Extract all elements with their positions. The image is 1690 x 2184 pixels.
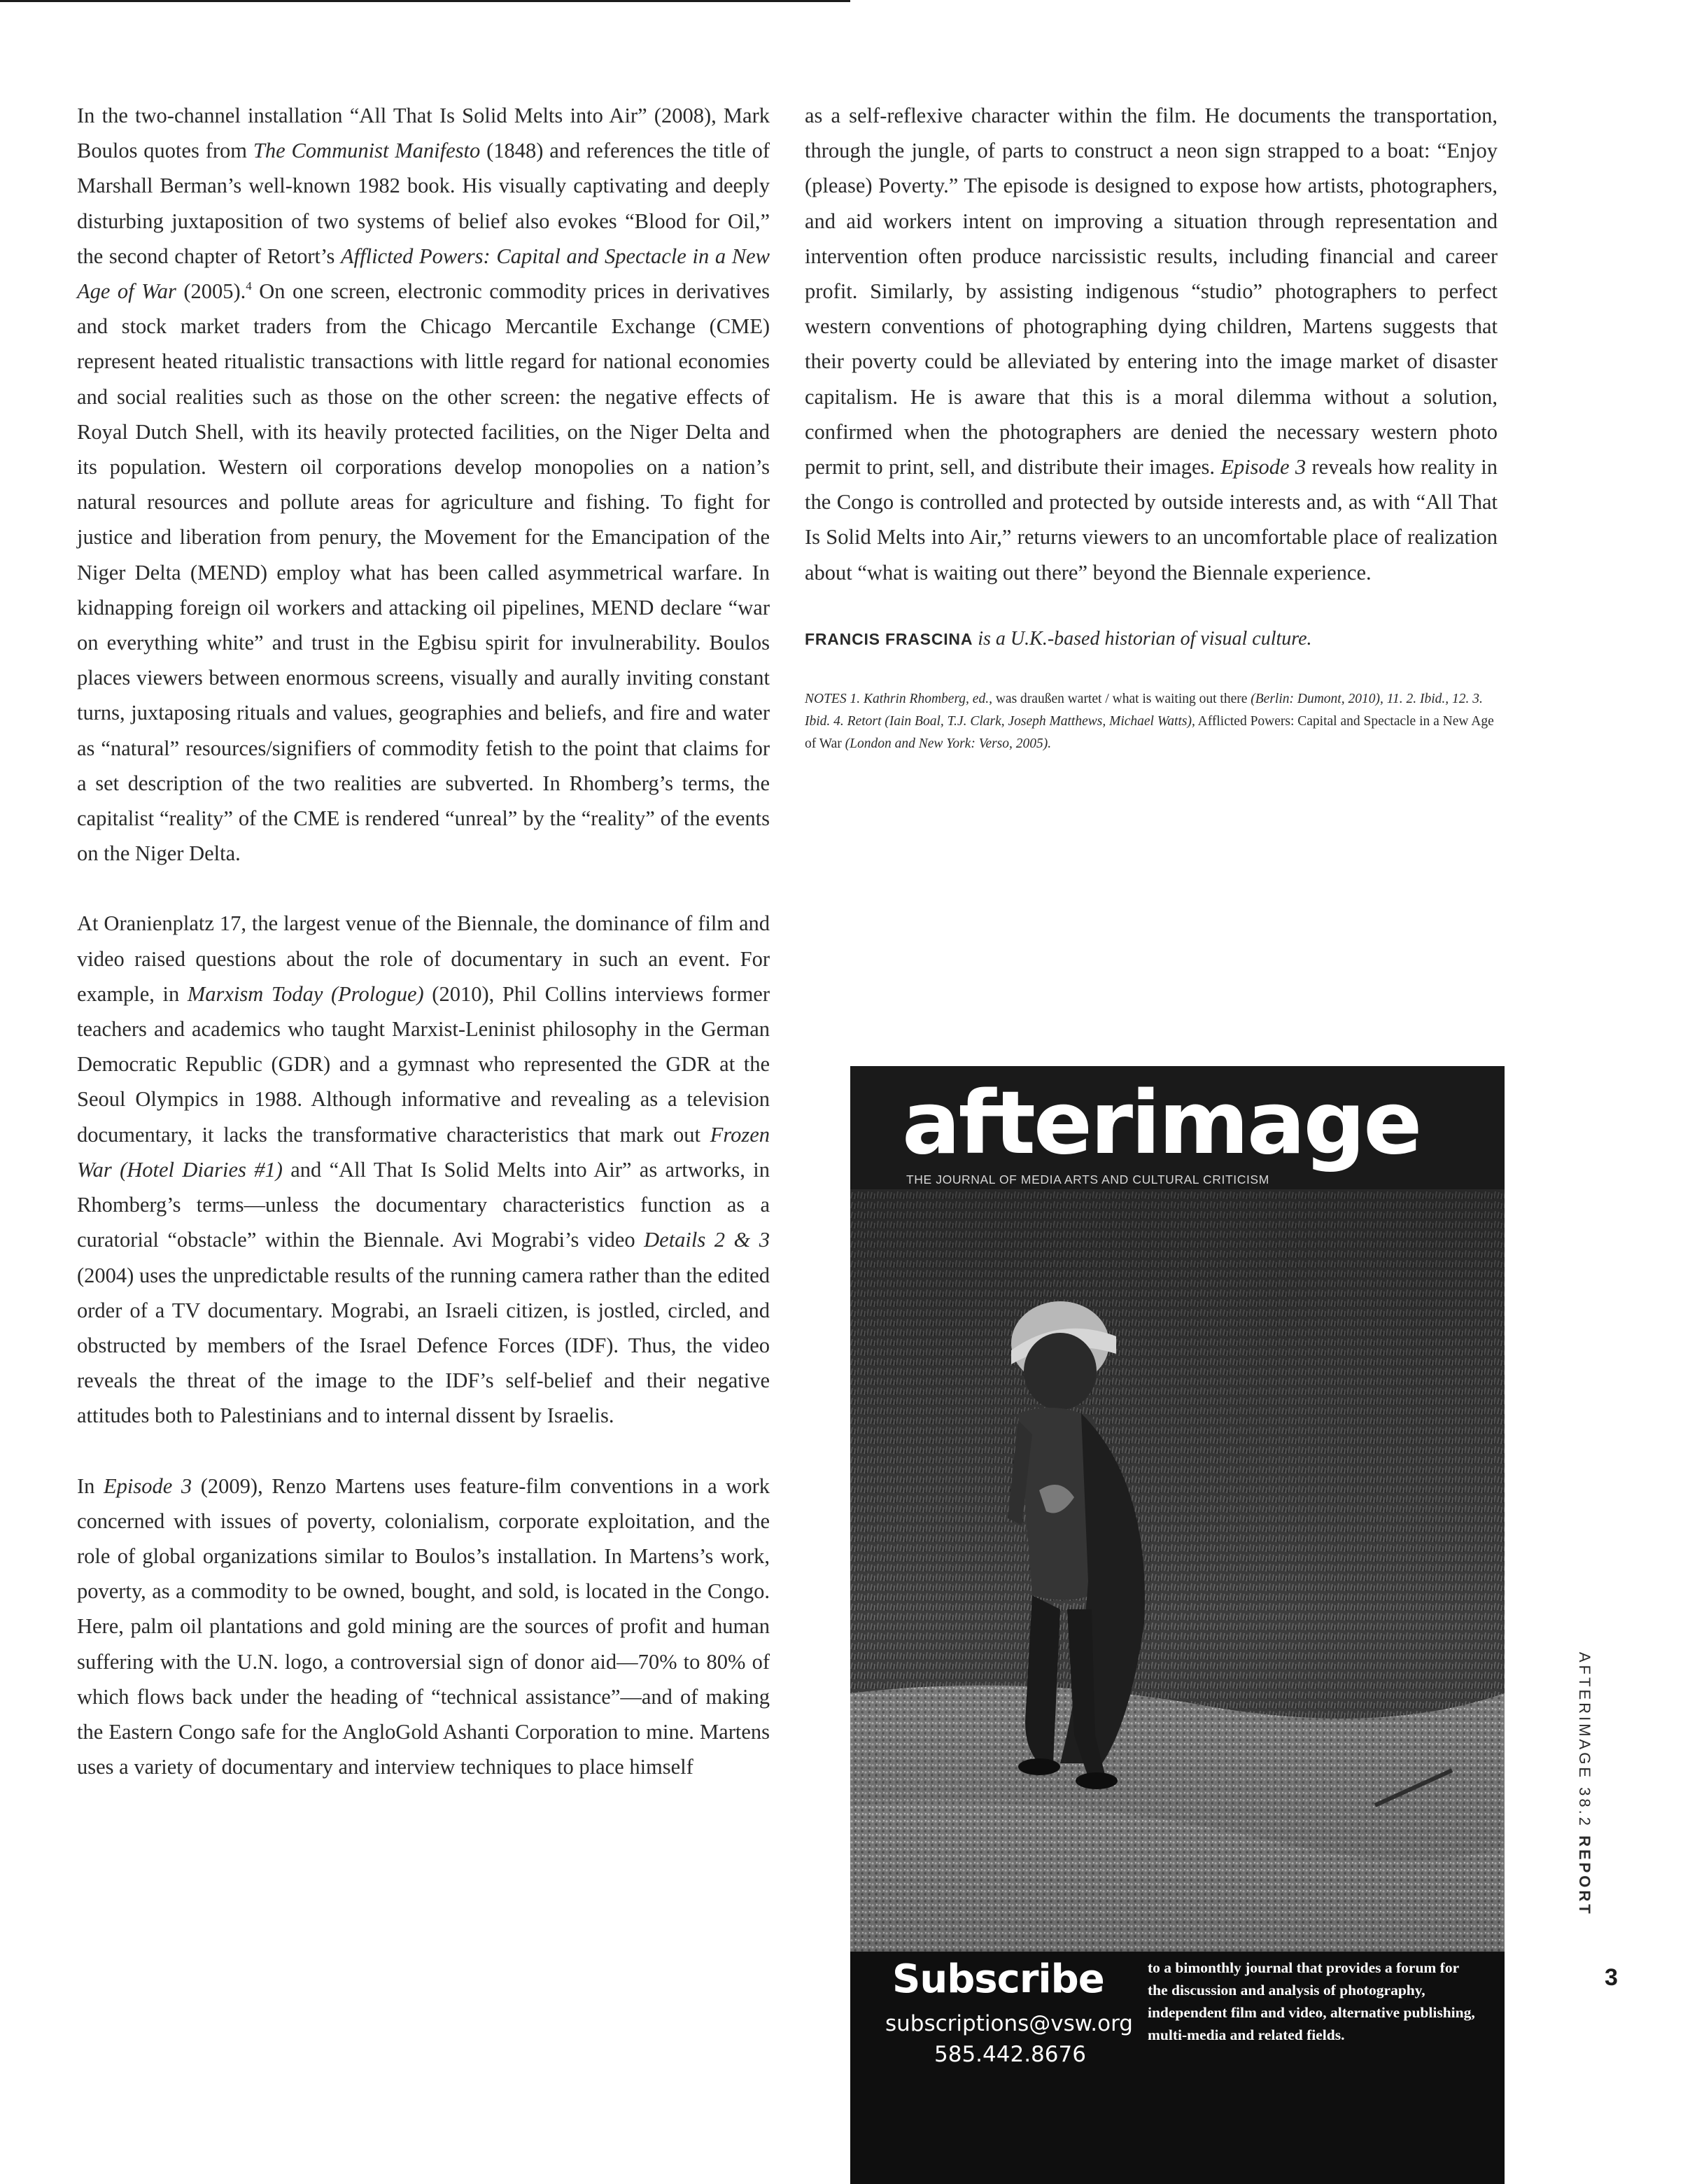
text-run: In (77, 1474, 104, 1498)
note-text: (London and New York: Verso, 2005). (841, 736, 1052, 751)
note-text: 2. Ibid., 12. 3. Ibid. 4. Retort (Iain Boal, T.J. Clark, Joseph Matthews, Michael Watts), (805, 691, 1483, 729)
subscription-email: subscriptions@vsw.org (885, 2011, 1133, 2036)
left-column (77, 98, 770, 1784)
text-run: and “All That Is Solid Melts into Air” as artworks, in Rhomberg’s terms—unless the documentary characteristics function as a curatorial “obstacle” within the Biennale. Avi Mograbi’s video (77, 1157, 770, 1252)
note-text: Kathrin Rhomberg, ed., (860, 691, 992, 706)
running-head-journal: AFTERIMAGE 38.2 (1576, 1652, 1593, 1836)
text-run: (1848) and references the title of Marshall Berman’s well-known 1982 book. His visually captivating and deeply disturbing juxtaposition of two systems of belief also evokes “Blood for Oil,” the second chapter of Retort’s (77, 139, 770, 268)
italic-title: The Communist Manifesto (253, 139, 481, 163)
afterimage-subscription-ad (850, 1066, 1505, 2184)
paragraph-episode3 (77, 1469, 770, 1785)
author-bio (805, 625, 1498, 653)
subscribe-heading: Subscribe (892, 1956, 1104, 2002)
italic-title: Details 2 & 3 (644, 1228, 770, 1252)
notes-label: NOTES 1. (805, 691, 861, 706)
text-run: In the two-channel installation “All That Is Solid Melts into Air” (2008), Mark Boulos quotes from (77, 104, 770, 163)
child-in-cape-photo (850, 1189, 1505, 2040)
afterimage-logo: afterimage (902, 1073, 1421, 1174)
subscription-blurb: to a bimonthly journal that provides a forum for the discussion and analysis of photography, independent film and video, alternative publishing, multi-media and related fields. (1148, 1959, 1475, 2043)
top-rule (0, 0, 850, 2)
running-head (1575, 1652, 1593, 2002)
italic-title: Marxism Today (Prologue) (187, 981, 424, 1006)
italic-title: Episode 3 (1220, 455, 1307, 479)
ad-tagline: THE JOURNAL OF MEDIA ARTS AND CULTURAL CRITICISM (906, 1172, 1269, 1186)
text-run: At Oranienplatz 17, the largest venue of the Biennale, the dominance of film and video raised questions about the role of documentary in such an event. For example, in (77, 911, 770, 1006)
text-run: reveals how reality in the Congo is controlled and protected by outside interests and, as with “All That Is Solid Melts into Air,” returns viewers to an uncomfortable place of realization about “what is waiting out there” beyond the Biennale experience. (805, 455, 1498, 584)
note-title: Afflicted Powers: Capital and Spectacle in a New Age of War (805, 713, 1494, 751)
running-head-section: REPORT (1576, 1835, 1593, 1917)
footnote-ref: 4 (246, 279, 252, 293)
italic-title: Afflicted Powers: Capital and Spectacle in a New Age of War (77, 244, 770, 304)
page-number: 3 (1605, 1964, 1618, 1991)
endnotes (805, 688, 1498, 755)
text-run: as a self-reflexive character within the film. He documents the transportation, through the jungle, of parts to construct a neon sign strapped to a boat: “Enjoy (please) Poverty.” The episode is designed to expose how artists, photographers, and aid workers intent on improving a situation through representation and intervention often produce narcissistic results, including financial and career profit. Similarly, by assisting indigenous “studio” photographers to perfect western conventions of photographing dying children, Martens suggests that their poverty could be alleviated by entering into the image market of disaster capitalism. He is aware that this is a moral dilemma without a solution, confirmed when the photographers are denied the necessary western photo permit to print, sell, and distribute their images. (805, 104, 1498, 479)
author-name: FRANCIS FRASCINA (805, 629, 973, 648)
paragraph-boulos (77, 98, 770, 871)
paragraph-oranienplatz (77, 906, 770, 1433)
text-run: (2010), Phil Collins interviews former teachers and academics who taught Marxist-Leninist philosophy in the German Democratic Republic (GDR) and a gymnast who represented the GDR at the Seoul Olympics in 1988. Although informative and revealing as a television documentary, it lacks the transformative characteristics that mark out (77, 981, 770, 1147)
right-column (805, 98, 1498, 755)
text-run: (2005). (176, 279, 246, 304)
italic-title: Episode 3 (104, 1474, 192, 1498)
text-run: On one screen, electronic commodity prices in derivatives and stock market traders from the Chicago Mercantile Exchange (CME) represent heated ritualistic transactions with little regard for national economies and social realities such as those on the other screen: the negative effects of Royal Dutch Shell, with its heavily protected facilities, on the Niger Delta and its population. Western oil corporations develop monopolies on a nation’s natural resources and pollute areas for agriculture and fishing. To fight for justice and liberation from penury, the Movement for the Emancipation of the Niger Delta (MEND) employ what has been called asymmetrical warfare. In kidnapping foreign oil workers and attacking oil pipelines, MEND declare “war on everything white” and trust in the Egbisu spirit for invulnerability. Boulos places viewers between enormous screens, visually and aurally inviting constant turns, juxtaposing rituals and values, geographies and beliefs, and fire and water as “natural” resources/signifiers of commodity fetish to the point that claims for a set description of the two realities are subverted. In Rhomberg’s terms, the capitalist “reality” of the CME is rendered “unreal” by the “reality” of the events on the Niger Delta. (77, 279, 770, 866)
note-text: (Berlin: Dumont, 2010), 11. (1247, 691, 1403, 706)
subscription-phone: 585.442.8676 (934, 2042, 1086, 2067)
text-run: (2004) uses the unpredictable results of the running camera rather than the edited order of a TV documentary. Mograbi, an Israeli citizen, is jostled, circled, and obstructed by members of the Israel Defence Forces (IDF). Thus, the video reveals the threat of the image to the IDF’s self-belief and their negative attitudes both to Palestinians and to internal dissent by Israelis. (77, 1263, 770, 1428)
author-description: is a U.K.-based historian of visual culture. (973, 627, 1312, 650)
italic-title: Frozen War (Hotel Diaries #1) (77, 1122, 770, 1182)
paragraph-martens (805, 98, 1498, 590)
note-title: was draußen wartet / what is waiting out there (992, 691, 1248, 706)
text-run: (2009), Renzo Martens uses feature-film conventions in a work concerned with issues of poverty, colonialism, corporate exploitation, and the role of global organizations similar to Boulos’s installation. In Martens’s work, poverty, as a commodity to be owned, bought, and sold, is located in the Congo. Here, palm oil plantations and gold mining are the sources of profit and human suffering with the U.N. logo, a controversial sign of donor aid—70% to 80% of which flows back under the heading of “technical assistance”—and of making the Eastern Congo safe for the AngloGold Ashanti Corporation to mine. Martens uses a variety of documentary and interview techniques to place himself (77, 1474, 770, 1779)
